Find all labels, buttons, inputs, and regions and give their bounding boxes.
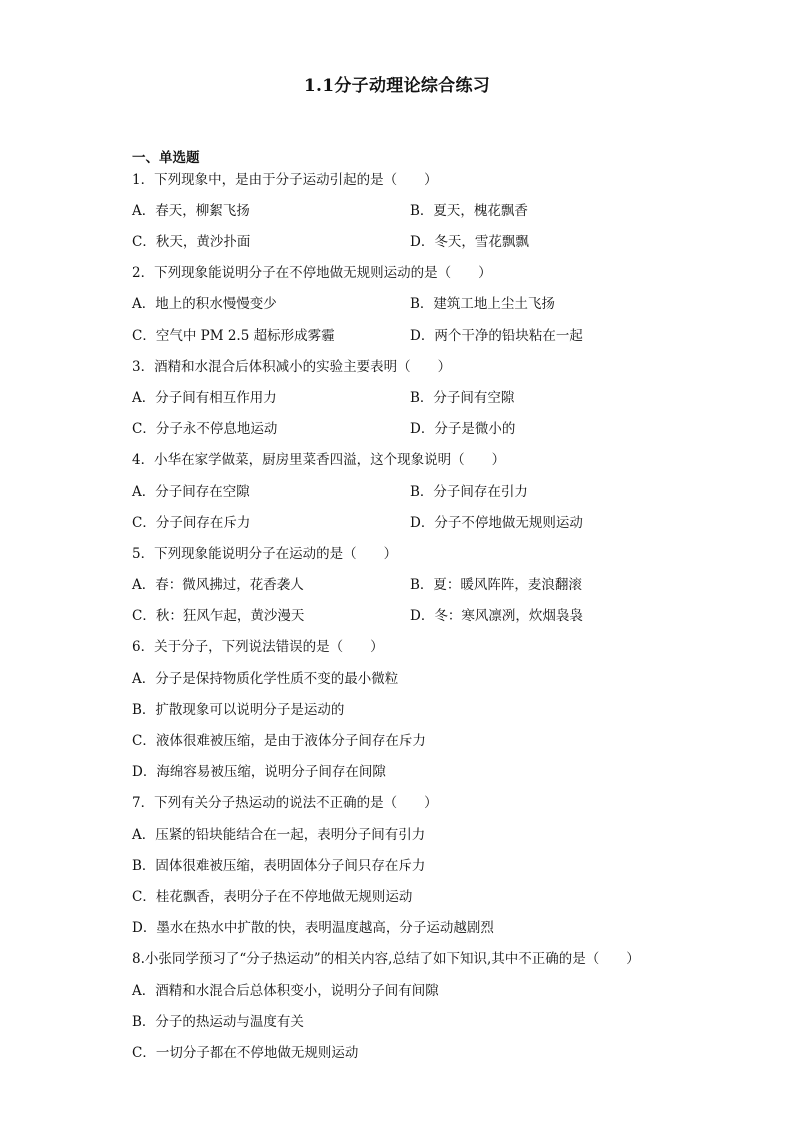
question-2-option-a: A．地上的积水慢慢变少 — [132, 296, 277, 312]
question-5-option-a: A．春：微风拂过，花香袭人 — [132, 577, 304, 593]
section-heading: 一、单选题 — [132, 150, 200, 166]
question-7-stem: 7．下列有关分子热运动的说法不正确的是（ ） — [132, 795, 438, 811]
question-2-option-d: D．两个干净的铅块粘在一起 — [410, 328, 583, 344]
question-7-option-c: C．桂花飘香，表明分子在不停地做无规则运动 — [132, 889, 413, 905]
question-3-option-d: D．分子是微小的 — [410, 421, 516, 437]
question-6-option-b: B．扩散现象可以说明分子是运动的 — [132, 702, 345, 718]
question-5-stem: 5．下列现象能说明分子在运动的是（ ） — [132, 546, 398, 562]
question-6-option-d: D．海绵容易被压缩，说明分子间存在间隙 — [132, 764, 386, 780]
question-6-option-c: C．液体很难被压缩，是由于液体分子间存在斥力 — [132, 733, 426, 749]
question-4-option-b: B．分子间存在引力 — [410, 484, 528, 500]
question-3-option-b: B．分子间有空隙 — [410, 390, 515, 406]
question-4-option-d: D．分子不停地做无规则运动 — [410, 515, 583, 531]
question-7-option-d: D．墨水在热水中扩散的快，表明温度越高，分子运动越剧烈 — [132, 920, 494, 936]
question-3-stem: 3．酒精和水混合后体积减小的实验主要表明（ ） — [132, 359, 452, 375]
question-5-option-d: D．冬：寒风凛冽，炊烟袅袅 — [410, 608, 583, 624]
question-3-option-a: A．分子间有相互作用力 — [132, 390, 277, 406]
question-4-stem: 4．小华在家学做菜，厨房里菜香四溢，这个现象说明（ ） — [132, 452, 506, 468]
question-8-stem: 8.小张同学预习了“分子热运动”的相关内容,总结了如下知识,其中不正确的是（ ） — [132, 951, 640, 967]
question-2-option-b: B．建筑工地上尘土飞扬 — [410, 296, 555, 312]
question-3-option-c: C．分子永不停息地运动 — [132, 421, 278, 437]
question-4-option-a: A．分子间存在空隙 — [132, 484, 250, 500]
question-1-option-d: D．冬天，雪花飘飘 — [410, 234, 529, 250]
question-1-option-c: C．秋天，黄沙扑面 — [132, 234, 251, 250]
question-1-option-a: A．春天，柳絮飞扬 — [132, 203, 250, 219]
question-1-stem: 1．下列现象中，是由于分子运动引起的是（ ） — [132, 172, 438, 188]
question-2-stem: 2．下列现象能说明分子在不停地做无规则运动的是（ ） — [132, 265, 492, 281]
question-6-option-a: A．分子是保持物质化学性质不变的最小微粒 — [132, 671, 399, 687]
question-5-option-c: C．秋：狂风乍起，黄沙漫天 — [132, 608, 305, 624]
question-1-option-b: B．夏天，槐花飘香 — [410, 203, 528, 219]
question-6-stem: 6．关于分子，下列说法错误的是（ ） — [132, 639, 384, 655]
page-title: 1.1分子动理论综合练习 — [303, 76, 491, 96]
question-7-option-b: B．固体很难被压缩，表明固体分子间只存在斥力 — [132, 858, 426, 874]
question-2-option-c: C．空气中 PM 2.5 超标形成雾霾 — [132, 328, 335, 344]
question-5-option-b: B．夏：暖风阵阵，麦浪翻滚 — [410, 577, 582, 593]
question-8-option-c: C．一切分子都在不停地做无规则运动 — [132, 1045, 359, 1061]
question-8-option-b: B．分子的热运动与温度有关 — [132, 1014, 304, 1030]
question-4-option-c: C．分子间存在斥力 — [132, 515, 251, 531]
question-8-option-a: A．酒精和水混合后总体积变小，说明分子间有间隙 — [132, 983, 439, 999]
question-7-option-a: A．压紧的铅块能结合在一起，表明分子间有引力 — [132, 827, 426, 843]
